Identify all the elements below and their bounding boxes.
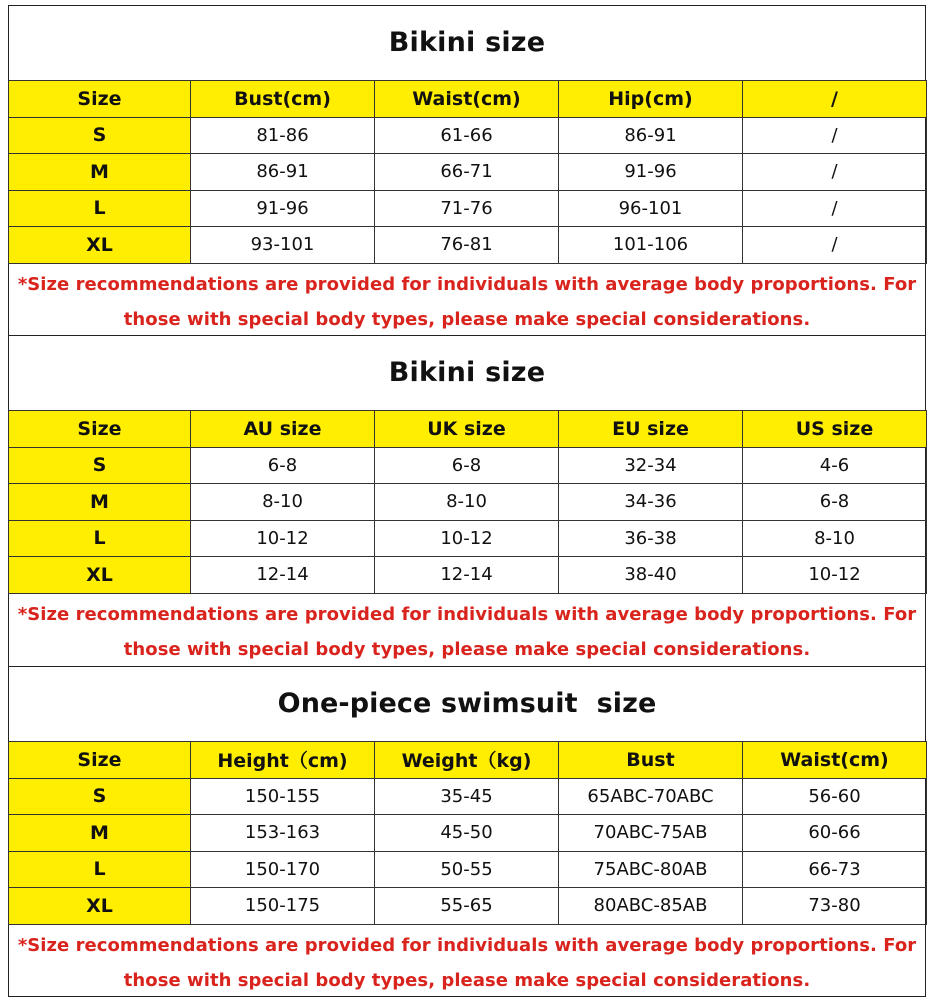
header-cell: AU size	[191, 411, 375, 448]
table-cell: 12-14	[191, 557, 375, 594]
header-cell: Height（cm)	[191, 742, 375, 779]
size-recommendation-note	[8, 925, 926, 998]
table-cell: 38-40	[559, 557, 743, 594]
note-line: those with special body types, please make special considerations.	[123, 308, 811, 330]
table-cell: 6-8	[191, 447, 375, 484]
size-table	[8, 410, 927, 594]
table-cell: /	[743, 154, 927, 191]
table-row	[9, 778, 927, 815]
size-cell: S	[9, 447, 191, 484]
table-header-row	[9, 742, 927, 779]
header-cell: EU size	[559, 411, 743, 448]
table-cell: 93-101	[191, 227, 375, 264]
table-cell: 8-10	[743, 520, 927, 557]
table-cell: /	[743, 117, 927, 154]
section-title-text: One-piece swimsuit size	[277, 688, 657, 719]
table-row	[9, 227, 927, 264]
table-cell: 91-96	[559, 154, 743, 191]
table-row	[9, 815, 927, 852]
table-cell: 10-12	[743, 557, 927, 594]
header-cell: Waist(cm)	[375, 81, 559, 118]
table-cell: 153-163	[191, 815, 375, 852]
size-cell: S	[9, 778, 191, 815]
table-cell: 56-60	[743, 778, 927, 815]
header-cell: Waist(cm)	[743, 742, 927, 779]
table-row	[9, 557, 927, 594]
header-cell: Hip(cm)	[559, 81, 743, 118]
header-cell: US size	[743, 411, 927, 448]
table-cell: 75ABC-80AB	[559, 851, 743, 888]
note-line: *Size recommendations are provided for individuals with average body proportions. For	[17, 273, 917, 295]
table-row	[9, 484, 927, 521]
header-cell: Weight（kg)	[375, 742, 559, 779]
table-row	[9, 851, 927, 888]
table-cell: 12-14	[375, 557, 559, 594]
table-row	[9, 117, 927, 154]
table-cell: 35-45	[375, 778, 559, 815]
size-cell: XL	[9, 557, 191, 594]
size-cell: S	[9, 117, 191, 154]
table-cell: 66-71	[375, 154, 559, 191]
section-title	[8, 666, 926, 741]
table-cell: 8-10	[191, 484, 375, 521]
header-cell: Size	[9, 411, 191, 448]
bikini-international-size-section	[8, 335, 926, 667]
size-cell: XL	[9, 227, 191, 264]
table-cell: 70ABC-75AB	[559, 815, 743, 852]
table-cell: 34-36	[559, 484, 743, 521]
table-cell: 55-65	[375, 888, 559, 925]
header-cell: Size	[9, 742, 191, 779]
table-row	[9, 888, 927, 925]
table-cell: 50-55	[375, 851, 559, 888]
size-cell: L	[9, 851, 191, 888]
table-header-row	[9, 81, 927, 118]
table-cell: 66-73	[743, 851, 927, 888]
table-cell: 60-66	[743, 815, 927, 852]
table-row	[9, 447, 927, 484]
table-row	[9, 154, 927, 191]
header-cell: Size	[9, 81, 191, 118]
size-recommendation-note	[8, 264, 926, 337]
table-cell: 10-12	[191, 520, 375, 557]
table-cell: /	[743, 227, 927, 264]
table-cell: 36-38	[559, 520, 743, 557]
table-cell: 65ABC-70ABC	[559, 778, 743, 815]
table-cell: 73-80	[743, 888, 927, 925]
header-cell: Bust(cm)	[191, 81, 375, 118]
size-cell: M	[9, 815, 191, 852]
table-header-row	[9, 411, 927, 448]
size-cell: XL	[9, 888, 191, 925]
table-cell: /	[743, 190, 927, 227]
table-cell: 6-8	[743, 484, 927, 521]
table-cell: 150-175	[191, 888, 375, 925]
size-cell: M	[9, 484, 191, 521]
table-cell: 71-76	[375, 190, 559, 227]
header-cell: UK size	[375, 411, 559, 448]
table-row	[9, 190, 927, 227]
table-cell: 86-91	[559, 117, 743, 154]
size-table	[8, 80, 927, 264]
header-cell: /	[743, 81, 927, 118]
section-title: Bikini size	[388, 357, 546, 388]
note-line: *Size recommendations are provided for individuals with average body proportions. For	[17, 934, 917, 956]
table-cell: 4-6	[743, 447, 927, 484]
table-cell: 61-66	[375, 117, 559, 154]
table-cell: 10-12	[375, 520, 559, 557]
header-cell: Bust	[559, 742, 743, 779]
table-cell: 96-101	[559, 190, 743, 227]
table-cell: 8-10	[375, 484, 559, 521]
table-cell: 86-91	[191, 154, 375, 191]
table-cell: 91-96	[191, 190, 375, 227]
table-cell: 6-8	[375, 447, 559, 484]
note-line: those with special body types, please make special considerations.	[123, 969, 811, 991]
size-cell: L	[9, 190, 191, 227]
note-line: *Size recommendations are provided for individuals with average body proportions. For	[17, 603, 917, 625]
size-cell: L	[9, 520, 191, 557]
table-cell: 150-155	[191, 778, 375, 815]
size-recommendation-note	[8, 594, 926, 667]
size-cell: M	[9, 154, 191, 191]
note-line: those with special body types, please make special considerations.	[123, 638, 811, 660]
table-cell: 76-81	[375, 227, 559, 264]
table-row	[9, 520, 927, 557]
section-title: Bikini size	[388, 27, 546, 58]
table-cell: 45-50	[375, 815, 559, 852]
table-cell: 80ABC-85AB	[559, 888, 743, 925]
size-table	[8, 741, 927, 925]
table-cell: 81-86	[191, 117, 375, 154]
one-piece-swimsuit-section	[8, 666, 926, 998]
table-cell: 150-170	[191, 851, 375, 888]
table-cell: 32-34	[559, 447, 743, 484]
bikini-bust-waist-hip-section	[8, 5, 926, 337]
table-cell: 101-106	[559, 227, 743, 264]
